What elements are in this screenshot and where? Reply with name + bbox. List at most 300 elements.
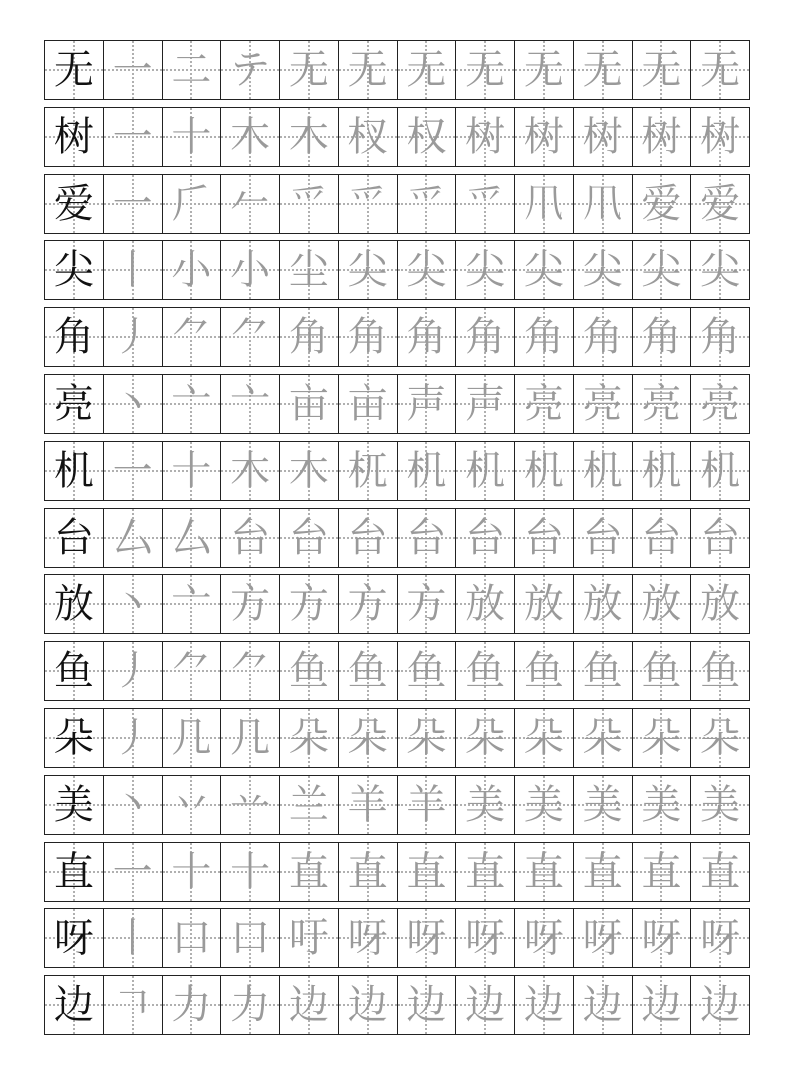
- stroke-stage-glyph: 机: [465, 447, 506, 494]
- stroke-stage-glyph: 木: [230, 447, 271, 494]
- stroke-stage-glyph: 丿: [112, 648, 153, 695]
- stroke-order-cell: [573, 308, 632, 366]
- stroke-stage-glyph: 美: [582, 781, 623, 828]
- stroke-stage-glyph: 台: [523, 514, 564, 561]
- stroke-order-cell: [632, 108, 691, 166]
- stroke-stage-glyph: 尖: [700, 247, 741, 294]
- stroke-order-cell: [397, 909, 456, 967]
- model-character: 机: [53, 447, 94, 494]
- stroke-stage-glyph: 树: [523, 113, 564, 160]
- stroke-stage-glyph: 呀: [465, 915, 506, 962]
- stroke-order-cell: [397, 709, 456, 767]
- stroke-stage-glyph: 鱼: [465, 648, 506, 695]
- stroke-order-cell: [690, 976, 749, 1034]
- stroke-order-cell: [632, 642, 691, 700]
- model-character: 呀: [53, 915, 94, 962]
- stroke-order-cell: [455, 709, 514, 767]
- stroke-stage-glyph: 亠: [230, 380, 271, 427]
- stroke-order-cell: [573, 442, 632, 500]
- stroke-stage-glyph: 尖: [641, 247, 682, 294]
- stroke-order-cell: [279, 241, 338, 299]
- stroke-order-cell: [514, 709, 573, 767]
- stroke-order-cell: [279, 976, 338, 1034]
- stroke-stage-glyph: 呀: [347, 915, 388, 962]
- stroke-order-cell: [338, 843, 397, 901]
- stroke-stage-glyph: 呀: [641, 915, 682, 962]
- stroke-stage-glyph: 口: [171, 915, 212, 962]
- stroke-order-cell: [514, 308, 573, 366]
- stroke-order-cell: [397, 976, 456, 1034]
- stroke-order-cell: [690, 308, 749, 366]
- practice-row: [44, 240, 750, 300]
- stroke-stage-glyph: 无: [465, 47, 506, 93]
- stroke-stage-glyph: 丷: [171, 781, 212, 828]
- stroke-stage-glyph: 鱼: [700, 648, 741, 695]
- stroke-stage-glyph: 一: [112, 47, 153, 93]
- stroke-stage-glyph: 丨: [112, 247, 153, 294]
- stroke-stage-glyph: 美: [465, 781, 506, 828]
- stroke-order-cell: [514, 575, 573, 633]
- stroke-stage-glyph: 木: [230, 113, 271, 160]
- stroke-stage-glyph: 杌: [347, 447, 388, 494]
- stroke-order-cell: [220, 175, 279, 233]
- model-character: 鱼: [53, 648, 94, 695]
- stroke-stage-glyph: 树: [641, 113, 682, 160]
- stroke-order-cell: [338, 41, 397, 99]
- model-character-cell: [45, 175, 103, 233]
- stroke-order-cell: [573, 175, 632, 233]
- stroke-order-cell: [279, 843, 338, 901]
- stroke-stage-glyph: 𠂆: [171, 180, 212, 227]
- stroke-stage-glyph: 直: [347, 848, 388, 895]
- stroke-order-cell: [103, 909, 162, 967]
- stroke-stage-glyph: 几: [171, 714, 212, 761]
- stroke-stage-glyph: 小: [171, 247, 212, 294]
- stroke-order-cell: [220, 509, 279, 567]
- stroke-order-cell: [632, 375, 691, 433]
- stroke-order-cell: [162, 575, 221, 633]
- model-character: 树: [53, 113, 94, 160]
- model-character-cell: [45, 308, 103, 366]
- model-character: 亮: [53, 380, 94, 427]
- stroke-order-cell: [220, 308, 279, 366]
- stroke-stage-glyph: 边: [582, 982, 623, 1029]
- stroke-stage-glyph: 羊: [406, 781, 447, 828]
- stroke-order-cell: [455, 175, 514, 233]
- stroke-stage-glyph: 边: [347, 982, 388, 1029]
- stroke-stage-glyph: 放: [582, 581, 623, 628]
- stroke-order-cell: [103, 175, 162, 233]
- stroke-order-cell: [279, 642, 338, 700]
- model-character-cell: [45, 976, 103, 1034]
- stroke-stage-glyph: 力: [230, 982, 271, 1029]
- stroke-stage-glyph: 树: [465, 113, 506, 160]
- stroke-stage-glyph: 权: [406, 113, 447, 160]
- stroke-order-cell: [514, 776, 573, 834]
- stroke-stage-glyph: 机: [523, 447, 564, 494]
- stroke-stage-glyph: 爫: [465, 180, 506, 227]
- model-character-cell: [45, 108, 103, 166]
- stroke-stage-glyph: 边: [465, 982, 506, 1029]
- practice-row: [44, 107, 750, 167]
- stroke-stage-glyph: 无: [582, 47, 623, 93]
- stroke-order-cell: [573, 241, 632, 299]
- stroke-order-cell: [514, 375, 573, 433]
- stroke-order-cell: [338, 241, 397, 299]
- stroke-order-cell: [455, 375, 514, 433]
- stroke-order-cell: [514, 976, 573, 1034]
- stroke-stage-glyph: 亩: [347, 380, 388, 427]
- stroke-stage-glyph: 十: [230, 848, 271, 895]
- stroke-stage-glyph: 台: [288, 514, 329, 561]
- stroke-stage-glyph: 边: [406, 982, 447, 1029]
- stroke-stage-glyph: 尖: [347, 247, 388, 294]
- stroke-order-cell: [690, 709, 749, 767]
- model-character-cell: [45, 909, 103, 967]
- stroke-stage-glyph: 方: [406, 581, 447, 628]
- model-character-cell: [45, 509, 103, 567]
- stroke-stage-glyph: 角: [347, 314, 388, 361]
- stroke-order-cell: [690, 909, 749, 967]
- stroke-stage-glyph: 一: [112, 848, 153, 895]
- stroke-stage-glyph: 朵: [641, 714, 682, 761]
- stroke-stage-glyph: 直: [641, 848, 682, 895]
- stroke-stage-glyph: 直: [406, 848, 447, 895]
- stroke-order-cell: [220, 442, 279, 500]
- stroke-stage-glyph: 丶: [112, 781, 153, 828]
- stroke-stage-glyph: 爫: [347, 180, 388, 227]
- stroke-order-cell: [573, 843, 632, 901]
- stroke-stage-glyph: 鱼: [523, 648, 564, 695]
- stroke-stage-glyph: 无: [347, 47, 388, 93]
- stroke-stage-glyph: 机: [700, 447, 741, 494]
- stroke-stage-glyph: 声: [406, 380, 447, 427]
- stroke-order-cell: [279, 108, 338, 166]
- model-character-cell: [45, 709, 103, 767]
- stroke-order-cell: [573, 375, 632, 433]
- stroke-stage-glyph: 亮: [582, 380, 623, 427]
- stroke-order-cell: [220, 575, 279, 633]
- stroke-order-cell: [162, 308, 221, 366]
- stroke-stage-glyph: 朵: [288, 714, 329, 761]
- stroke-stage-glyph: 爱: [700, 180, 741, 227]
- stroke-order-cell: [220, 976, 279, 1034]
- stroke-stage-glyph: 角: [406, 314, 447, 361]
- stroke-order-cell: [632, 776, 691, 834]
- stroke-order-cell: [103, 41, 162, 99]
- stroke-order-cell: [573, 642, 632, 700]
- character-practice-grid: [44, 40, 750, 1042]
- stroke-stage-glyph: 呀: [700, 915, 741, 962]
- stroke-order-cell: [455, 575, 514, 633]
- stroke-order-cell: [690, 175, 749, 233]
- stroke-stage-glyph: 厶: [112, 514, 153, 561]
- stroke-stage-glyph: 台: [700, 514, 741, 561]
- stroke-order-cell: [632, 241, 691, 299]
- stroke-order-cell: [103, 509, 162, 567]
- stroke-stage-glyph: 角: [465, 314, 506, 361]
- stroke-stage-glyph: 无: [288, 47, 329, 93]
- stroke-stage-glyph: 爫: [288, 180, 329, 227]
- stroke-stage-glyph: テ: [230, 47, 271, 93]
- practice-row: [44, 508, 750, 568]
- stroke-order-cell: [514, 108, 573, 166]
- stroke-stage-glyph: 直: [523, 848, 564, 895]
- stroke-stage-glyph: 台: [582, 514, 623, 561]
- stroke-stage-glyph: 尘: [288, 247, 329, 294]
- model-character: 放: [53, 581, 94, 628]
- practice-row: [44, 641, 750, 701]
- stroke-stage-glyph: 𤓯: [523, 180, 564, 227]
- stroke-order-cell: [455, 642, 514, 700]
- stroke-order-cell: [397, 442, 456, 500]
- stroke-order-cell: [455, 509, 514, 567]
- stroke-stage-glyph: 无: [523, 47, 564, 93]
- practice-row: [44, 441, 750, 501]
- stroke-stage-glyph: 无: [406, 47, 447, 93]
- stroke-order-cell: [162, 976, 221, 1034]
- stroke-stage-glyph: 杈: [347, 113, 388, 160]
- stroke-order-cell: [338, 375, 397, 433]
- stroke-order-cell: [338, 909, 397, 967]
- stroke-order-cell: [397, 843, 456, 901]
- practice-row: [44, 174, 750, 234]
- stroke-order-cell: [162, 909, 221, 967]
- stroke-stage-glyph: 放: [641, 581, 682, 628]
- stroke-order-cell: [103, 976, 162, 1034]
- stroke-order-cell: [632, 308, 691, 366]
- model-character: 美: [53, 781, 94, 828]
- stroke-order-cell: [162, 843, 221, 901]
- stroke-order-cell: [514, 642, 573, 700]
- stroke-order-cell: [397, 776, 456, 834]
- stroke-stage-glyph: 鱼: [288, 648, 329, 695]
- stroke-order-cell: [455, 241, 514, 299]
- stroke-order-cell: [690, 776, 749, 834]
- stroke-order-cell: [397, 375, 456, 433]
- stroke-order-cell: [162, 175, 221, 233]
- practice-row: [44, 908, 750, 968]
- stroke-order-cell: [279, 175, 338, 233]
- stroke-order-cell: [573, 575, 632, 633]
- stroke-stage-glyph: 放: [523, 581, 564, 628]
- stroke-stage-glyph: 机: [406, 447, 447, 494]
- stroke-order-cell: [514, 909, 573, 967]
- stroke-stage-glyph: ⺈: [171, 314, 212, 361]
- stroke-order-cell: [397, 642, 456, 700]
- stroke-order-cell: [514, 41, 573, 99]
- stroke-stage-glyph: 䒑: [230, 781, 271, 828]
- stroke-stage-glyph: 羊: [347, 781, 388, 828]
- stroke-order-cell: [279, 308, 338, 366]
- model-character: 尖: [53, 247, 94, 294]
- stroke-stage-glyph: 朵: [582, 714, 623, 761]
- stroke-order-cell: [103, 575, 162, 633]
- model-character: 台: [53, 514, 94, 561]
- stroke-order-cell: [162, 241, 221, 299]
- model-character-cell: [45, 575, 103, 633]
- stroke-order-cell: [397, 509, 456, 567]
- stroke-order-cell: [162, 509, 221, 567]
- stroke-stage-glyph: 丿: [112, 314, 153, 361]
- stroke-stage-glyph: 机: [641, 447, 682, 494]
- stroke-stage-glyph: 台: [465, 514, 506, 561]
- stroke-order-cell: [397, 308, 456, 366]
- stroke-stage-glyph: 美: [523, 781, 564, 828]
- stroke-stage-glyph: 声: [465, 380, 506, 427]
- model-character: 爱: [53, 180, 94, 227]
- stroke-order-cell: [338, 442, 397, 500]
- stroke-order-cell: [573, 776, 632, 834]
- stroke-stage-glyph: 方: [288, 581, 329, 628]
- stroke-stage-glyph: ⺈: [230, 314, 271, 361]
- stroke-order-cell: [690, 41, 749, 99]
- stroke-order-cell: [573, 509, 632, 567]
- stroke-order-cell: [397, 108, 456, 166]
- stroke-order-cell: [103, 108, 162, 166]
- stroke-stage-glyph: 方: [230, 581, 271, 628]
- stroke-stage-glyph: 直: [288, 848, 329, 895]
- stroke-order-cell: [690, 642, 749, 700]
- stroke-stage-glyph: 十: [171, 447, 212, 494]
- stroke-stage-glyph: 方: [347, 581, 388, 628]
- stroke-stage-glyph: 树: [700, 113, 741, 160]
- stroke-order-cell: [573, 976, 632, 1034]
- stroke-order-cell: [220, 642, 279, 700]
- stroke-stage-glyph: 爫: [406, 180, 447, 227]
- stroke-order-cell: [455, 976, 514, 1034]
- stroke-order-cell: [103, 709, 162, 767]
- stroke-stage-glyph: 放: [465, 581, 506, 628]
- stroke-stage-glyph: 亩: [288, 380, 329, 427]
- stroke-stage-glyph: 吁: [288, 915, 329, 962]
- stroke-stage-glyph: 二: [171, 47, 212, 93]
- stroke-order-cell: [397, 175, 456, 233]
- stroke-stage-glyph: 亮: [523, 380, 564, 427]
- stroke-stage-glyph: 丨: [112, 915, 153, 962]
- stroke-stage-glyph: 台: [347, 514, 388, 561]
- model-character: 无: [53, 47, 94, 93]
- stroke-order-cell: [690, 241, 749, 299]
- practice-row: [44, 374, 750, 434]
- stroke-order-cell: [338, 976, 397, 1034]
- model-character: 朵: [53, 714, 94, 761]
- stroke-stage-glyph: 兰: [288, 781, 329, 828]
- stroke-order-cell: [632, 442, 691, 500]
- stroke-order-cell: [632, 175, 691, 233]
- stroke-order-cell: [632, 976, 691, 1034]
- practice-row: [44, 40, 750, 100]
- stroke-stage-glyph: 亠: [171, 380, 212, 427]
- stroke-stage-glyph: ⺈: [230, 648, 271, 695]
- stroke-stage-glyph: 鱼: [641, 648, 682, 695]
- stroke-stage-glyph: 美: [700, 781, 741, 828]
- stroke-stage-glyph: 𤓯: [582, 180, 623, 227]
- stroke-stage-glyph: 边: [523, 982, 564, 1029]
- stroke-stage-glyph: 朵: [700, 714, 741, 761]
- stroke-stage-glyph: 𠃍: [112, 982, 153, 1029]
- model-character-cell: [45, 642, 103, 700]
- stroke-order-cell: [690, 843, 749, 901]
- stroke-order-cell: [397, 241, 456, 299]
- stroke-order-cell: [632, 909, 691, 967]
- stroke-stage-glyph: 角: [641, 314, 682, 361]
- stroke-order-cell: [338, 642, 397, 700]
- stroke-order-cell: [279, 509, 338, 567]
- stroke-order-cell: [279, 776, 338, 834]
- stroke-order-cell: [162, 41, 221, 99]
- stroke-order-cell: [338, 575, 397, 633]
- stroke-stage-glyph: 木: [288, 113, 329, 160]
- model-character-cell: [45, 375, 103, 433]
- stroke-order-cell: [632, 843, 691, 901]
- stroke-order-cell: [220, 709, 279, 767]
- stroke-stage-glyph: 木: [288, 447, 329, 494]
- model-character: 直: [53, 848, 94, 895]
- stroke-stage-glyph: 边: [641, 982, 682, 1029]
- stroke-stage-glyph: 朵: [406, 714, 447, 761]
- stroke-order-cell: [162, 375, 221, 433]
- stroke-order-cell: [690, 442, 749, 500]
- stroke-stage-glyph: 鱼: [347, 648, 388, 695]
- model-character-cell: [45, 442, 103, 500]
- stroke-order-cell: [103, 776, 162, 834]
- stroke-order-cell: [632, 709, 691, 767]
- stroke-stage-glyph: 口: [230, 915, 271, 962]
- practice-row: [44, 574, 750, 634]
- stroke-stage-glyph: 直: [700, 848, 741, 895]
- stroke-stage-glyph: 美: [641, 781, 682, 828]
- stroke-order-cell: [632, 509, 691, 567]
- stroke-stage-glyph: 𠂉: [230, 180, 271, 227]
- stroke-stage-glyph: 鱼: [582, 648, 623, 695]
- stroke-stage-glyph: 台: [406, 514, 447, 561]
- stroke-order-cell: [455, 442, 514, 500]
- stroke-order-cell: [338, 175, 397, 233]
- stroke-order-cell: [162, 108, 221, 166]
- stroke-stage-glyph: 尖: [406, 247, 447, 294]
- stroke-order-cell: [455, 41, 514, 99]
- stroke-order-cell: [103, 308, 162, 366]
- stroke-stage-glyph: 呀: [523, 915, 564, 962]
- practice-row: [44, 708, 750, 768]
- stroke-order-cell: [338, 108, 397, 166]
- stroke-order-cell: [103, 241, 162, 299]
- stroke-order-cell: [162, 442, 221, 500]
- stroke-order-cell: [220, 241, 279, 299]
- stroke-order-cell: [103, 642, 162, 700]
- stroke-stage-glyph: 朵: [465, 714, 506, 761]
- model-character: 边: [53, 982, 94, 1029]
- stroke-order-cell: [397, 575, 456, 633]
- stroke-order-cell: [220, 776, 279, 834]
- stroke-order-cell: [279, 375, 338, 433]
- stroke-order-cell: [690, 575, 749, 633]
- stroke-order-cell: [573, 909, 632, 967]
- stroke-stage-glyph: 无: [700, 47, 741, 93]
- stroke-stage-glyph: 角: [582, 314, 623, 361]
- stroke-order-cell: [162, 776, 221, 834]
- stroke-stage-glyph: 厶: [171, 514, 212, 561]
- stroke-order-cell: [455, 843, 514, 901]
- stroke-order-cell: [103, 375, 162, 433]
- stroke-order-cell: [690, 375, 749, 433]
- stroke-order-cell: [279, 909, 338, 967]
- stroke-stage-glyph: 直: [582, 848, 623, 895]
- stroke-order-cell: [514, 509, 573, 567]
- stroke-order-cell: [455, 776, 514, 834]
- stroke-stage-glyph: 力: [171, 982, 212, 1029]
